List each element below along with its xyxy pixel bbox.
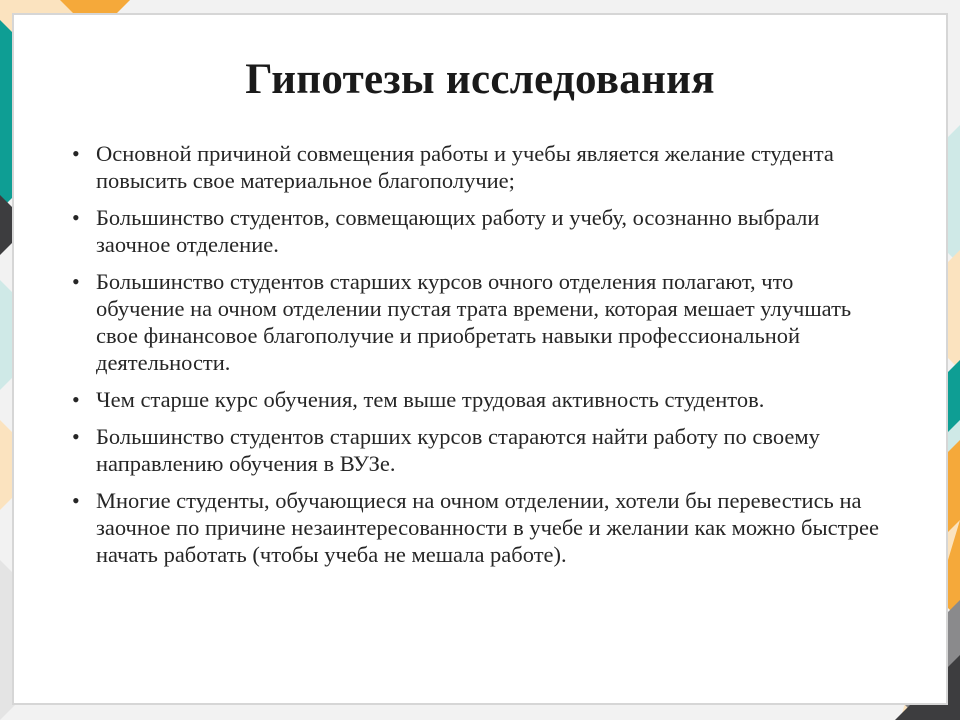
list-item: [72, 140, 882, 194]
list-item-text: Большинство студентов, совмещающих работу и учебу, осознанно выбрали заочное отделение.: [96, 205, 820, 257]
bullet-icon: •: [72, 424, 80, 449]
bullet-icon: •: [72, 141, 80, 166]
list-item-text: Чем старше курс обучения, тем выше трудовая активность студентов.: [96, 387, 765, 412]
bullet-icon: •: [72, 488, 80, 513]
list-item: [72, 487, 882, 568]
hypotheses-list: [72, 140, 882, 578]
list-item-text: Основной причиной совмещения работы и учебы является желание студента повысить свое материальное благополучие;: [96, 141, 834, 193]
list-item: [72, 204, 882, 258]
list-item: [72, 268, 882, 376]
list-item-text: Большинство студентов старших курсов очного отделения полагают, что обучение на очном отделении пустая трата времени, которая мешает улучшать свое финансовое благополучие и приобретать навыки профессиональной деятельности.: [96, 269, 852, 375]
list-item-text: Большинство студентов старших курсов стараются найти работу по своему направлению обучения в ВУЗе.: [96, 424, 820, 476]
bullet-icon: •: [72, 387, 80, 412]
slide-title: Гипотезы исследования: [245, 56, 715, 103]
list-item: [72, 386, 882, 413]
bullet-icon: •: [72, 269, 80, 294]
list-item: [72, 423, 882, 477]
bullet-icon: •: [72, 205, 80, 230]
list-item-text: Многие студенты, обучающиеся на очном отделении, хотели бы перевестись на заочное по причине незаинтересованности в учебе и желании как можно быстрее начать работать (чтобы учеба не мешала работе).: [96, 488, 879, 567]
